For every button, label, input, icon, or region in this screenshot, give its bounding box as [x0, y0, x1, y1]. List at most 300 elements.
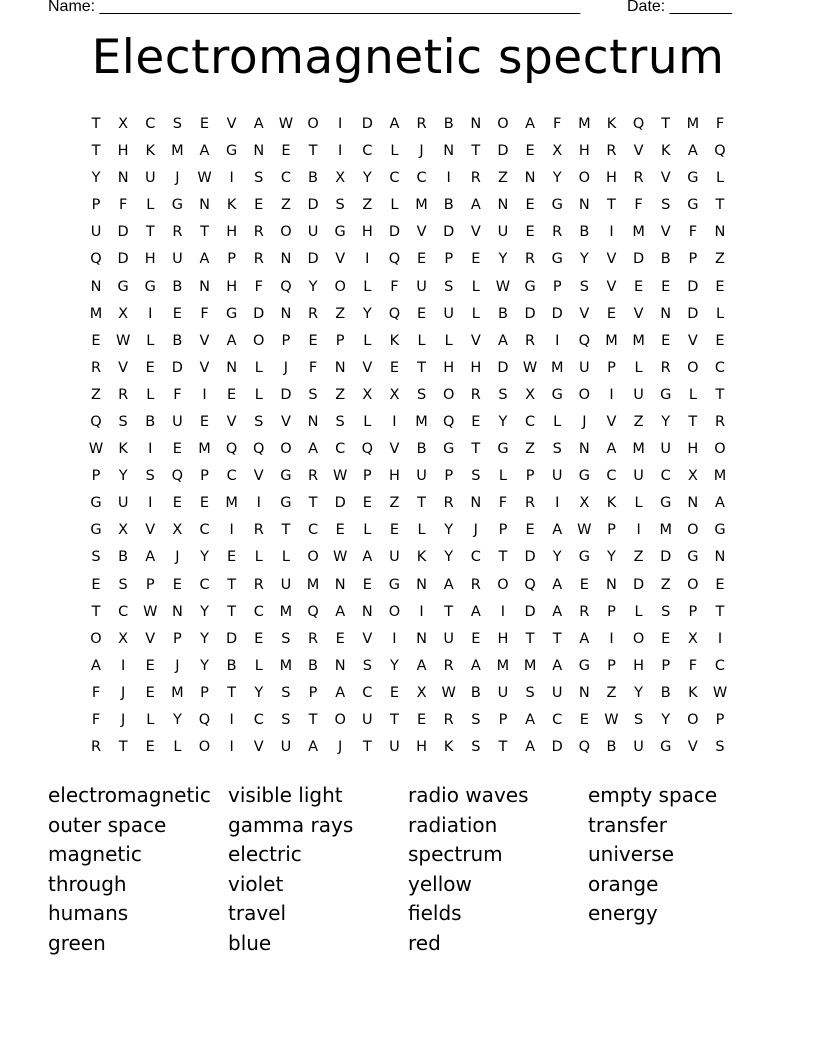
grid-letter: T — [308, 711, 318, 728]
grid-letter: X — [335, 170, 346, 187]
grid-letter: J — [419, 143, 424, 160]
grid-letter: Q — [388, 305, 401, 322]
grid-letter: L — [417, 522, 426, 539]
grid-letter: B — [118, 549, 129, 566]
grid-letter: A — [199, 251, 210, 268]
grid-letter: D — [334, 495, 346, 512]
grid-letter: W — [332, 549, 348, 566]
grid-letter: Z — [280, 197, 291, 214]
grid-letter: X — [118, 116, 129, 132]
grid-letter: K — [416, 549, 427, 566]
grid-letter: S — [416, 386, 427, 403]
grid-letter: H — [633, 657, 645, 674]
grid-letter: D — [171, 359, 183, 376]
grid-letter: L — [553, 413, 562, 430]
grid-letter: I — [148, 495, 153, 512]
grid-letter: M — [632, 332, 645, 349]
grid-letter: E — [281, 143, 291, 160]
grid-letter: A — [362, 549, 373, 566]
grid-letter: N — [470, 116, 482, 132]
grid-letter: J — [175, 549, 180, 566]
grid-letter: L — [281, 549, 290, 566]
grid-letter: A — [552, 522, 563, 539]
grid-letter: L — [471, 305, 480, 322]
grid-letter: R — [552, 224, 563, 241]
grid-letter: Q — [280, 278, 292, 295]
grid-letter: D — [443, 224, 455, 241]
grid-letter: J — [338, 739, 343, 756]
grid-letter: G — [551, 197, 563, 214]
grid-letter: B — [660, 684, 671, 701]
grid-letter: R — [470, 576, 481, 593]
grid-letter: E — [715, 332, 725, 349]
grid-letter: I — [636, 522, 641, 539]
grid-letter: B — [443, 197, 454, 214]
grid-letter: X — [416, 684, 427, 701]
grid-letter: U — [280, 576, 292, 593]
grid-letter: D — [687, 305, 699, 322]
grid-letter: D — [253, 305, 265, 322]
grid-letter: G — [144, 278, 156, 295]
grid-letter: D — [687, 278, 699, 295]
grid-letter: E — [227, 549, 237, 566]
grid-letter: H — [226, 278, 238, 295]
grid-letter: T — [362, 739, 372, 756]
grid-letter: H — [416, 739, 427, 756]
grid-letter: C — [470, 549, 481, 566]
grid-letter: T — [308, 143, 318, 160]
grid-letter: P — [688, 251, 698, 268]
grid-letter: C — [226, 468, 237, 485]
grid-letter: N — [687, 495, 699, 512]
grid-letter: X — [552, 143, 563, 160]
grid-letter: M — [713, 468, 727, 485]
grid-letter: G — [687, 197, 699, 214]
grid-letter: H — [388, 468, 400, 485]
grid-letter: H — [497, 630, 509, 647]
grid-letter: V — [470, 224, 481, 241]
grid-letter: K — [389, 332, 400, 349]
grid-letter: G — [660, 739, 672, 756]
grid-letter: E — [715, 576, 725, 593]
grid-letter: C — [253, 603, 264, 620]
grid-letter: T — [471, 441, 481, 458]
grid-letter: F — [688, 657, 698, 674]
grid-letter: Q — [225, 441, 238, 458]
word-list-item: violet — [228, 871, 284, 896]
grid-letter: A — [525, 739, 536, 756]
grid-letter: V — [226, 413, 237, 430]
grid-letter: S — [525, 684, 535, 701]
grid-letter: Q — [90, 413, 102, 430]
grid-letter: T — [498, 549, 508, 566]
grid-letter: R — [90, 739, 102, 756]
grid-letter: A — [497, 332, 508, 349]
grid-letter: D — [388, 224, 400, 241]
grid-letter: O — [198, 739, 211, 756]
grid-letter: Q — [632, 116, 645, 132]
grid-letter: S — [471, 739, 481, 756]
grid-letter: C — [714, 657, 726, 674]
grid-letter: T — [417, 359, 426, 376]
grid-letter: G — [551, 251, 563, 268]
grid-letter: M — [659, 522, 672, 539]
grid-letter: E — [145, 359, 155, 376]
grid-letter: Y — [308, 278, 318, 295]
grid-letter: L — [146, 711, 155, 728]
grid-letter: A — [308, 739, 318, 756]
grid-letter: E — [145, 684, 155, 701]
grid-letter: T — [552, 630, 562, 647]
grid-letter: R — [253, 251, 264, 268]
grid-letter: K — [118, 441, 128, 458]
grid-letter: D — [551, 305, 563, 322]
grid-letter: O — [687, 576, 699, 593]
grid-letter: M — [89, 305, 103, 322]
grid-letter: C — [199, 576, 210, 593]
grid-letter: A — [253, 116, 264, 132]
grid-letter: R — [525, 251, 536, 268]
grid-letter: N — [443, 143, 455, 160]
grid-letter: E — [172, 576, 182, 593]
grid-letter: V — [660, 170, 671, 187]
grid-letter: E — [416, 251, 427, 268]
grid-letter: P — [525, 468, 535, 485]
grid-letter: A — [525, 711, 536, 728]
grid-letter: T — [118, 739, 128, 756]
grid-letter: A — [579, 630, 590, 647]
grid-letter: L — [498, 468, 507, 485]
grid-letter: O — [253, 332, 265, 349]
grid-letter: O — [632, 630, 645, 647]
grid-letter: T — [200, 224, 209, 241]
grid-letter: U — [389, 739, 400, 756]
grid-letter: P — [444, 251, 454, 268]
grid-letter: C — [199, 522, 210, 539]
word-list-item: universe — [588, 842, 674, 867]
grid-letter: S — [91, 549, 101, 566]
grid-letter: I — [229, 522, 234, 539]
grid-letter: T — [227, 603, 237, 620]
grid-letter: R — [253, 224, 264, 241]
grid-letter: P — [227, 251, 237, 268]
grid-letter: A — [470, 657, 481, 674]
grid-letter: S — [254, 170, 264, 187]
grid-letter: I — [419, 603, 424, 620]
grid-letter: O — [307, 549, 319, 566]
grid-letter: A — [687, 143, 698, 160]
grid-letter: W — [115, 332, 131, 349]
grid-letter: U — [633, 386, 644, 403]
grid-letter: D — [497, 143, 509, 160]
grid-letter: H — [144, 251, 156, 268]
grid-letter: B — [416, 441, 427, 458]
grid-letter: E — [525, 143, 535, 160]
grid-letter: M — [550, 359, 564, 376]
grid-letter: F — [308, 359, 318, 376]
grid-letter: A — [91, 657, 101, 674]
grid-letter: Y — [254, 684, 264, 701]
grid-letter: N — [660, 305, 672, 322]
word-list-item: red — [408, 931, 441, 955]
grid-letter: F — [390, 278, 399, 295]
grid-letter: E — [199, 413, 210, 430]
grid-letter: G — [524, 278, 536, 295]
grid-letter: T — [688, 413, 698, 430]
grid-letter: N — [334, 576, 346, 593]
grid-letter: Y — [91, 170, 101, 187]
grid-letter: M — [198, 441, 211, 458]
grid-letter: T — [91, 116, 101, 132]
grid-letter: X — [389, 386, 400, 403]
grid-letter: N — [280, 251, 292, 268]
grid-letter: O — [687, 522, 699, 539]
grid-letter: X — [525, 386, 536, 403]
grid-letter: H — [578, 143, 590, 160]
grid-letter: O — [578, 386, 591, 403]
grid-letter: Y — [200, 549, 209, 566]
grid-letter: U — [443, 630, 454, 647]
grid-letter: Q — [578, 739, 591, 756]
grid-letter: R — [307, 630, 319, 647]
grid-letter: E — [471, 630, 481, 647]
grid-letter: P — [607, 657, 616, 674]
grid-letter: X — [118, 522, 129, 539]
grid-letter: O — [578, 170, 591, 187]
grid-letter: L — [471, 278, 480, 295]
word-list-item: magnetic — [48, 842, 142, 867]
grid-letter: E — [145, 657, 155, 674]
grid-letter: Z — [660, 576, 671, 593]
grid-letter: P — [200, 684, 209, 701]
grid-letter: V — [633, 143, 644, 160]
grid-letter: T — [91, 143, 101, 160]
grid-letter: A — [443, 576, 454, 593]
grid-letter: B — [172, 278, 183, 295]
grid-letter: M — [605, 332, 618, 349]
grid-letter: G — [497, 441, 509, 458]
grid-letter: D — [117, 224, 129, 241]
grid-letter: Y — [634, 684, 644, 701]
grid-letter: C — [660, 468, 671, 485]
grid-letter: X — [172, 522, 183, 539]
grid-letter: E — [335, 522, 345, 539]
grid-letter: Y — [362, 305, 372, 322]
grid-letter: G — [578, 468, 590, 485]
grid-letter: B — [497, 305, 508, 322]
grid-letter: T — [607, 197, 616, 214]
word-list-item: energy — [588, 901, 658, 926]
word-list-item: orange — [588, 871, 659, 896]
grid-letter: I — [256, 495, 261, 512]
grid-letter: U — [551, 684, 563, 701]
grid-letter: O — [280, 441, 292, 458]
grid-letter: I — [555, 495, 560, 512]
grid-letter: E — [661, 332, 671, 349]
grid-letter: K — [606, 116, 617, 132]
grid-letter: E — [91, 332, 101, 349]
grid-letter: D — [633, 576, 645, 593]
grid-letter: X — [118, 305, 129, 322]
grid-letter: F — [173, 386, 182, 403]
grid-letter: C — [335, 441, 346, 458]
grid-letter: R — [525, 332, 536, 349]
grid-letter: H — [361, 224, 373, 241]
grid-letter: U — [280, 739, 292, 756]
grid-letter: O — [307, 116, 319, 132]
grid-letter: U — [389, 549, 400, 566]
grid-letter: A — [606, 441, 617, 458]
grid-letter: G — [90, 522, 102, 539]
grid-letter: B — [660, 251, 671, 268]
grid-letter: U — [660, 441, 672, 458]
grid-letter: M — [523, 657, 537, 674]
grid-letter: E — [199, 116, 210, 132]
grid-letter: W — [604, 711, 619, 728]
grid-letter: C — [389, 170, 400, 187]
grid-letter: B — [579, 224, 590, 241]
grid-letter: V — [579, 305, 590, 322]
grid-letter: N — [606, 576, 617, 593]
grid-letter: M — [171, 684, 184, 701]
grid-letter: N — [714, 549, 726, 566]
grid-letter: J — [283, 359, 289, 376]
grid-letter: P — [362, 468, 372, 485]
grid-letter: K — [226, 197, 237, 214]
grid-letter: A — [308, 441, 318, 458]
grid-letter: O — [714, 441, 726, 458]
grid-letter: Y — [200, 657, 209, 674]
grid-letter: A — [715, 495, 725, 512]
grid-letter: A — [226, 332, 237, 349]
grid-letter: P — [281, 332, 291, 349]
grid-letter: Z — [389, 495, 400, 512]
grid-letter: E — [362, 576, 372, 593]
grid-letter: R — [307, 305, 319, 322]
grid-letter: B — [308, 657, 318, 674]
grid-letter: N — [171, 603, 183, 620]
grid-letter: E — [389, 522, 399, 539]
grid-letter: N — [253, 143, 265, 160]
grid-letter: E — [471, 413, 481, 430]
grid-letter: F — [634, 197, 643, 214]
grid-letter: V — [145, 522, 156, 539]
grid-letter: O — [388, 603, 401, 620]
grid-letter: V — [660, 224, 671, 241]
grid-letter: L — [444, 332, 453, 349]
grid-letter: A — [389, 116, 400, 132]
grid-letter: G — [687, 549, 699, 566]
grid-letter: N — [524, 170, 536, 187]
grid-letter: D — [361, 116, 373, 132]
grid-letter: R — [90, 359, 102, 376]
word-list-item: transfer — [588, 812, 667, 837]
grid-letter: R — [525, 495, 536, 512]
grid-letter: R — [416, 116, 427, 132]
grid-letter: L — [254, 657, 263, 674]
grid-letter: V — [226, 116, 237, 132]
grid-letter: P — [498, 522, 508, 539]
grid-letter: C — [714, 359, 726, 376]
grid-letter: W — [712, 684, 728, 701]
grid-letter: L — [363, 413, 372, 430]
grid-letter: O — [442, 386, 455, 403]
grid-letter: E — [172, 305, 182, 322]
grid-letter: E — [661, 278, 671, 295]
grid-letter: Y — [607, 549, 616, 566]
grid-letter: F — [91, 684, 101, 701]
word-list-item: green — [48, 931, 106, 955]
grid-letter: I — [717, 630, 723, 647]
grid-letter: R — [470, 170, 481, 187]
grid-letter: V — [470, 332, 481, 349]
grid-letter: E — [145, 739, 155, 756]
grid-letter: I — [446, 170, 451, 187]
grid-letter: O — [280, 224, 292, 241]
grid-letter: R — [579, 603, 590, 620]
grid-letter: I — [392, 630, 397, 647]
grid-letter: A — [552, 657, 563, 674]
grid-letter: L — [173, 739, 182, 756]
grid-letter: U — [579, 359, 590, 376]
grid-letter: X — [579, 495, 590, 512]
grid-letter: I — [148, 305, 153, 322]
grid-letter: S — [498, 386, 508, 403]
grid-letter: K — [688, 684, 698, 701]
grid-letter: F — [254, 278, 263, 295]
grid-letter: P — [91, 197, 101, 214]
grid-letter: I — [229, 711, 234, 728]
grid-letter: Y — [172, 711, 182, 728]
grid-letter: G — [443, 441, 455, 458]
grid-letter: E — [525, 522, 535, 539]
grid-letter: G — [551, 386, 563, 403]
grid-letter: M — [279, 657, 293, 674]
grid-letter: R — [118, 386, 129, 403]
grid-letter: S — [145, 468, 155, 485]
grid-letter: E — [199, 495, 210, 512]
grid-letter: R — [172, 224, 183, 241]
grid-letter: V — [118, 359, 129, 376]
grid-letter: N — [334, 657, 346, 674]
grid-letter: Q — [198, 711, 211, 728]
grid-letter: T — [715, 386, 725, 403]
grid-letter: T — [471, 143, 481, 160]
grid-letter: N — [416, 576, 427, 593]
grid-letter: U — [497, 684, 509, 701]
grid-letter: D — [633, 251, 645, 268]
grid-letter: W — [88, 441, 104, 458]
grid-letter: I — [609, 386, 614, 403]
grid-letter: L — [146, 332, 155, 349]
grid-letter: J — [120, 711, 126, 728]
grid-letter: E — [525, 224, 535, 241]
grid-letter: N — [226, 359, 238, 376]
grid-letter: L — [254, 359, 263, 376]
grid-letter: I — [365, 251, 370, 268]
grid-letter: N — [199, 278, 210, 295]
grid-letter: E — [389, 359, 399, 376]
grid-letter: F — [715, 116, 725, 132]
grid-letter: O — [497, 116, 509, 132]
grid-letter: D — [660, 549, 672, 566]
grid-letter: P — [335, 332, 345, 349]
word-list-item: gamma rays — [228, 812, 354, 837]
grid-letter: U — [361, 711, 373, 728]
grid-letter: T — [91, 603, 101, 620]
grid-letter: X — [118, 630, 129, 647]
grid-letter: V — [335, 251, 346, 268]
